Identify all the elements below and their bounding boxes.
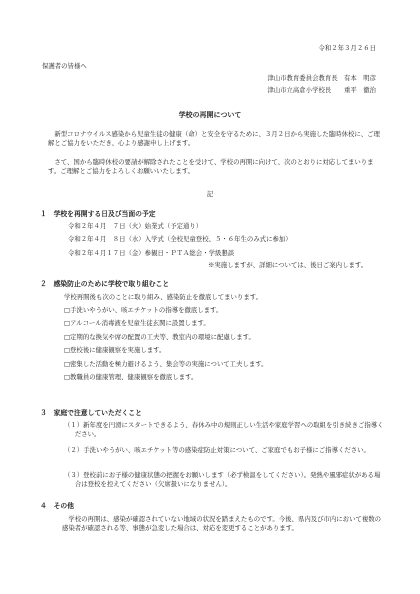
measure-item: □密集した活動を極力避けるよう、集会等の実施について工夫します。 [64,359,268,368]
guidance-item: （２）手洗いやうがい、咳エチケット等の感染症防止対策について、ご家庭でもお子様にご指導ください。 [64,446,370,454]
schedule-item: 令和２年４月 ８日（水）入学式（全校児童登校、５・６年生のみ式に参加） [68,235,292,244]
schedule-note: ※実施しますが、詳細については、後日ご案内します。 [208,261,368,269]
section-2-lead: 学校再開後も次のことに取り組み、感染防止を徹底してまいります。 [64,293,262,301]
section-3-heading: ３ 家庭で注意していただくこと [40,409,142,417]
section-4-heading: ４ その他 [40,502,74,510]
section-1-schedule [68,222,292,262]
measure-item: □定期的な換気や席の配置の工夫等、教室内の環境に配慮します。 [64,332,255,341]
guidance-item: （１）新年度を円滑にスタートできるよう、春休み中の規則正しい生活や家庭学習への取組を引き続きご指導ください。 [64,421,384,439]
measure-item: □教職員の健康管理、健康観察を徹底します。 [64,372,198,381]
document-date: 令和２年３月２６日 [318,44,376,52]
measure-item: □アルコール消毒液を児童生徒玄関に設置します。 [64,319,210,328]
section-4-body: 学校の再開は、感染が確認されていない地域の状況を踏まえたものです。今後、県内及び市内において複数の感染者が確認される等、事態が急変した場合は、対応を変更することがあります。 [62,515,382,533]
document-title: 学校の再開について [178,111,242,119]
section-1-heading: １ 学校を再開する日及び当面の予定 [40,210,156,218]
sender-education-board: 津山市教育委員会教育長 有本 明彦 [267,74,376,82]
ki-marker: 記 [206,190,214,198]
measure-item: □登校後に健康観察を実施します。 [64,346,166,355]
intro-paragraph-1: 新型コロナウイルス感染から児童生徒の健康（命）と安全を守るために、３月２日から実施した臨時休校に、ご理解とご協力をいただき、心より感謝申し上げます。 [48,130,380,148]
sender-principal: 津山市立高倉小学校長 重平 徹治 [267,86,376,94]
guidance-item: （３）登校前にお子様の健康状態の把握をお願いします（必ず検温をしてください）。発熱や風邪症状がある場合は登校を控えてください（欠席扱いになりません）。 [64,471,381,489]
measure-item: □手洗いやうがい、咳エチケットの指導を徹底します。 [64,306,223,314]
recipient: 保護者の皆様へ [42,62,87,70]
schedule-item: 令和２年４月 ７日（火）始業式（予定通り） [68,222,203,230]
section-3-home-guidance [64,421,384,496]
schedule-item: 令和２年４月１７日（金）参観日・ＰＴＡ総会・学級懇談 [68,248,235,257]
section-2-heading: ２ 感染防止のために学校で取り組むこと [40,280,170,288]
intro-paragraph-2: さて、国から臨時休校の要請が解除されたことを受けて、学校の再開に向けて、次のとおりに対応してまいります。ご理解とご協力をよろしくお願いいたします。 [48,158,374,176]
section-2-measures [64,306,268,386]
